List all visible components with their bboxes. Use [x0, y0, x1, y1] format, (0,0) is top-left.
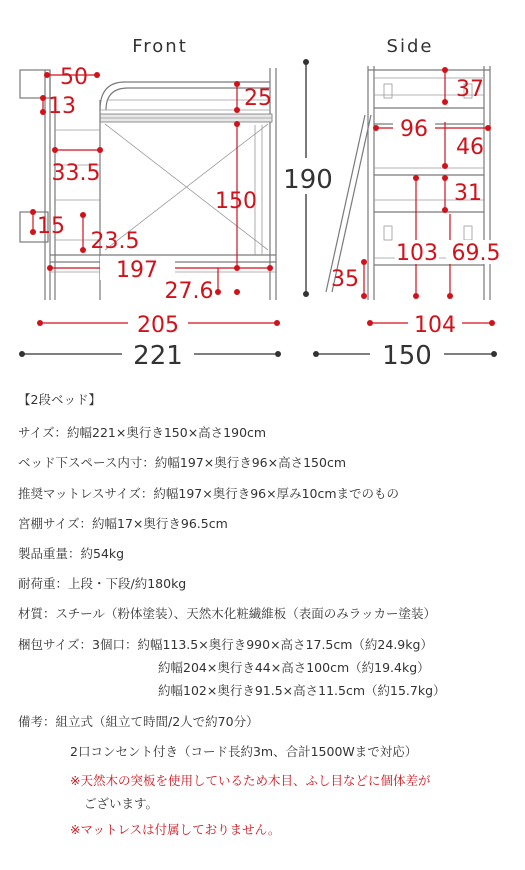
spec-outlet: 2口コンセント付き（コード長約3m、合計1500Wまで対応）	[70, 744, 418, 759]
spec-package-3: 約幅102×奥行き91.5×高さ11.5cm（約15.7kg）	[158, 683, 446, 698]
spec-under-space: ベッド下スペース内寸：約幅197×奥行き96×高さ150cm	[18, 455, 346, 470]
dim-front-150: 150	[215, 189, 257, 214]
dim-front-190: 190	[283, 165, 333, 195]
dim-front-13: 13	[48, 94, 76, 119]
spec-load: 耐荷重：上段・下段/約180kg	[18, 576, 187, 591]
dim-front-23-5: 23.5	[90, 229, 140, 254]
spec-note-mattress: ※マットレスは付属しておりません。	[70, 822, 281, 837]
spec-weight: 製品重量：約54kg	[18, 546, 125, 561]
dim-side-69-5: 69.5	[451, 241, 501, 266]
spec-material: 材質：スチール（粉体塗装）、天然木化粧繊維板（表面のみラッカー塗装）	[18, 606, 437, 621]
dim-side-150: 150	[382, 341, 432, 371]
spec-heading: 【2段ベッド】	[18, 392, 101, 407]
side-dark-dimensions	[313, 338, 497, 371]
dim-side-96: 96	[400, 117, 428, 142]
front-title: Front	[132, 36, 188, 57]
dim-front-50: 50	[60, 65, 88, 90]
dim-side-104: 104	[414, 313, 456, 338]
spec-note-wood: ※天然木の突板を使用しているため木目、ふし目などに個体差が	[70, 773, 431, 788]
dim-side-103: 103	[396, 241, 438, 266]
spec-package-1: 梱包サイズ：3個口：約幅113.5×奥行き990×高さ17.5cm（約24.9kg）	[18, 637, 433, 652]
spec-package-2: 約幅204×奥行き44×高さ100cm（約19.4kg）	[158, 660, 430, 675]
bed-dimension-diagram	[0, 0, 525, 375]
dim-front-33-5: 33.5	[51, 161, 101, 186]
dim-front-25: 25	[244, 86, 272, 111]
spec-size: サイズ：約幅221×奥行き150×高さ190cm	[18, 425, 267, 440]
spec-remarks: 備考：組立式（組立て時間/2人で約70分）	[18, 714, 259, 729]
dim-front-205: 205	[137, 313, 179, 338]
front-red-dimensions	[30, 65, 280, 338]
dim-front-197: 197	[116, 258, 158, 283]
dim-side-35: 35	[331, 267, 359, 292]
dim-front-27-6: 27.6	[164, 279, 214, 304]
dim-front-15: 15	[37, 214, 65, 239]
spec-shelf: 宮棚サイズ：約幅17×奥行き96.5cm	[18, 516, 228, 531]
dim-side-31: 31	[454, 181, 482, 206]
dim-front-221: 221	[133, 341, 183, 371]
dim-side-46: 46	[456, 135, 484, 160]
side-title: Side	[386, 36, 434, 57]
spec-note-wood-cont: ございます。	[84, 796, 159, 811]
spec-mattress: 推奨マットレスサイズ：約幅197×奥行き96×厚み10cmまでのもの	[18, 486, 400, 501]
dim-side-37: 37	[456, 77, 484, 102]
